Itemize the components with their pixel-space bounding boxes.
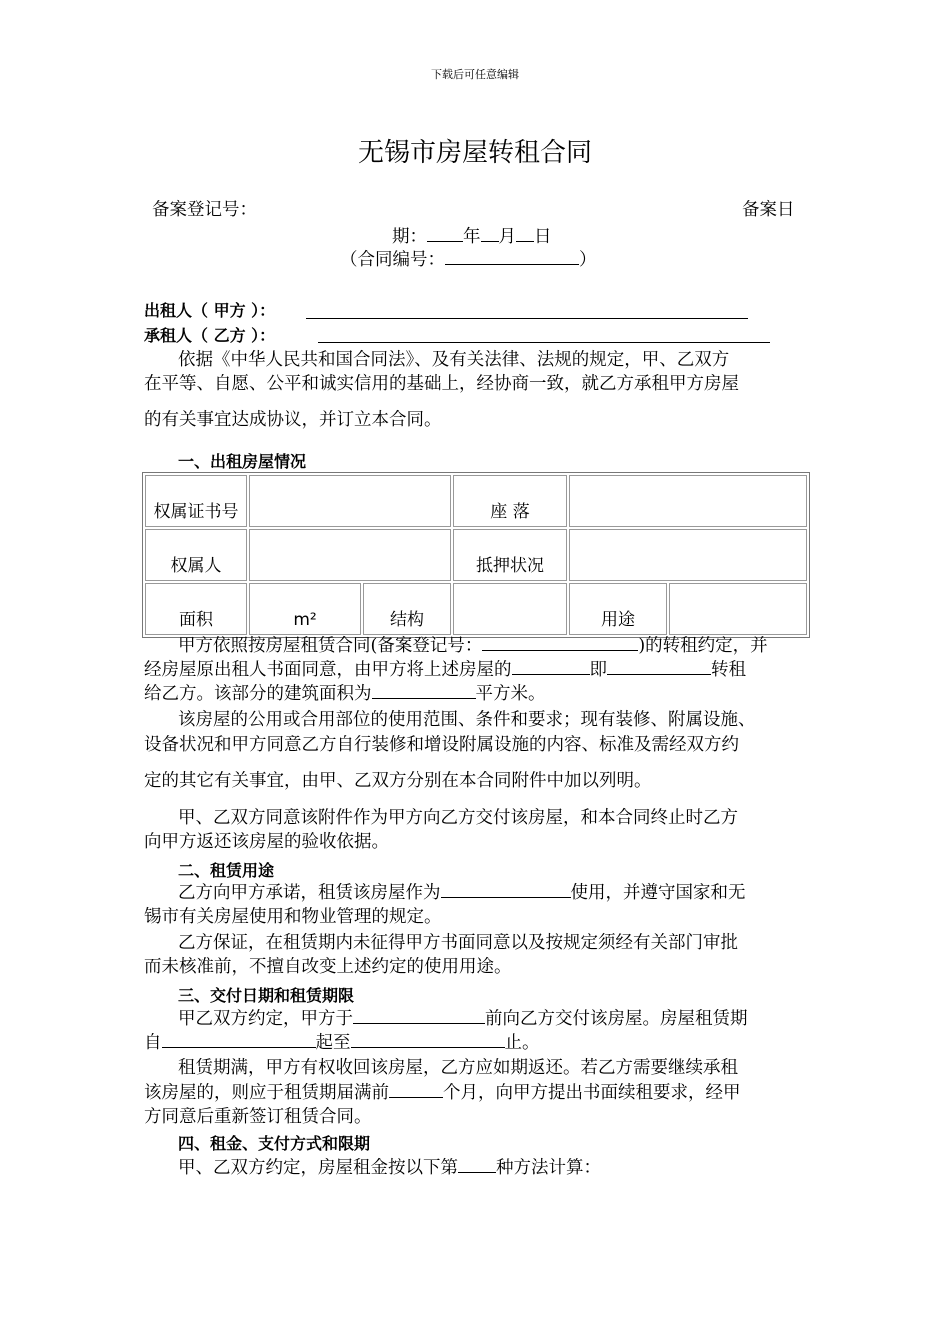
- sublet-room-blank[interactable]: [607, 657, 711, 675]
- s1-p1-line-2: [144, 657, 746, 682]
- header-note: 下载后可任意编辑: [431, 68, 519, 81]
- cert-no-label: 权属证书号: [145, 475, 247, 527]
- mortgage-label: 抵押状况: [453, 529, 567, 581]
- intro-line-2: 在平等、自愿、公平和诚实信用的基础上，经协商一致，就乙方承租甲方房屋: [144, 374, 739, 394]
- cert-no-value[interactable]: [249, 475, 451, 527]
- day-blank[interactable]: [516, 224, 534, 242]
- s4-p1-text-a: 甲、乙双方约定，房屋租金按以下第: [178, 1158, 458, 1178]
- lessee-label: 承租人（ 乙方 ）：: [144, 326, 276, 345]
- owner-value[interactable]: [249, 529, 451, 581]
- record-date-line: [392, 224, 552, 249]
- s1-p1-text-e: 转租: [711, 660, 746, 680]
- area-unit: m²: [249, 583, 361, 635]
- s1-p1-text-g: 平方米。: [475, 684, 546, 704]
- s1-p1-text-d: 即: [589, 660, 607, 680]
- date-label: 期：: [392, 227, 427, 247]
- document-title: 无锡市房屋转租合同: [357, 138, 592, 168]
- s1-p1-text-a: 甲方依照按房屋租赁合同(备案登记号：: [178, 636, 483, 656]
- s2-p2-line-2: 而未核准前，不擅自改变上述约定的使用用途。: [144, 957, 512, 977]
- area-label: 面积: [145, 583, 247, 635]
- location-label: 座 落: [453, 475, 567, 527]
- owner-label: 权属人: [145, 529, 247, 581]
- s1-p2-line-3: 定的其它有关事宜，由甲、乙双方分别在本合同附件中加以列明。: [144, 771, 652, 791]
- section2-heading: 二、租赁用途: [178, 861, 275, 880]
- s1-p1-text-c: 经房屋原出租人书面同意，由甲方将上述房屋的: [144, 660, 512, 680]
- floor-area-blank[interactable]: [372, 681, 476, 699]
- contract-no-blank[interactable]: [445, 247, 579, 265]
- year-label: 年: [463, 227, 481, 247]
- s1-p2-line-2: 设备状况和甲方同意乙方自行装修和增设附属设施的内容、标准及需经双方约: [144, 735, 739, 755]
- intro-line-1: 依据《中华人民共和国合同法》、及有关法律、法规的规定，甲、乙双方: [178, 350, 730, 370]
- lessor-blank[interactable]: [306, 318, 748, 319]
- s3-p2-line-3: 方同意后重新签订租赁合同。: [144, 1107, 372, 1127]
- s3-p2-text-c: 个月，向甲方提出书面续租要求，经甲: [443, 1083, 741, 1103]
- lessee-blank[interactable]: [318, 342, 770, 343]
- s3-p1-text-c: 自: [144, 1033, 162, 1053]
- use-label: 用途: [569, 583, 667, 635]
- s1-p3-line-1: 甲、乙双方同意该附件作为甲方向乙方交付该房屋，和本合同终止时乙方: [178, 808, 738, 828]
- delivery-date-blank[interactable]: [353, 1006, 485, 1024]
- s1-p1-line-3: [144, 681, 546, 706]
- rent-method-blank[interactable]: [458, 1155, 496, 1173]
- s3-p1-line-2: [144, 1030, 540, 1055]
- sublet-part-blank[interactable]: [512, 657, 590, 675]
- s3-p1-text-e: 止。: [504, 1033, 540, 1053]
- lease-start-blank[interactable]: [162, 1030, 316, 1048]
- s4-p1-line-1: [178, 1155, 601, 1180]
- property-info-table: [142, 472, 810, 638]
- section3-heading: 三、交付日期和租赁期限: [178, 986, 355, 1005]
- s3-p1-text-a: 甲乙双方约定，甲方于: [178, 1009, 353, 1029]
- s2-p1-text-b: 使用，并遵守国家和无: [570, 883, 746, 903]
- s3-p2-text-b: 该房屋的，则应于租赁期届满前: [144, 1083, 389, 1103]
- usage-blank[interactable]: [441, 880, 571, 898]
- structure-label: 结构: [363, 583, 451, 635]
- s2-p2-line-1: 乙方保证，在租赁期内未征得甲方书面同意以及按规定须经有关部门审批: [178, 933, 738, 953]
- s3-p1-line-1: [178, 1006, 748, 1031]
- s3-p1-text-b: 前向乙方交付该房屋。房屋租赁期: [485, 1009, 748, 1029]
- contract-no-line: [340, 247, 597, 272]
- mortgage-value[interactable]: [569, 529, 807, 581]
- s1-p1-text-b: )的转租约定，并: [638, 636, 768, 656]
- s1-p1-text-f: 给乙方。该部分的建筑面积为: [144, 684, 372, 704]
- s3-p2-line-1: 租赁期满，甲方有权收回该房屋，乙方应如期返还。若乙方需要继续承租: [178, 1058, 738, 1078]
- s1-p2-line-1: 该房屋的公用或合用部位的使用范围、条件和要求；现有装修、附属设施、: [178, 710, 756, 730]
- section1-heading: 一、出租房屋情况: [178, 452, 307, 471]
- intro-line-3: 的有关事宜达成协议，并订立本合同。: [144, 410, 442, 430]
- month-label: 月: [498, 227, 516, 247]
- structure-value[interactable]: [453, 583, 567, 635]
- s3-p1-text-d: 起至: [315, 1033, 351, 1053]
- contract-no-close: ）: [579, 250, 597, 270]
- s4-p1-text-b: 种方法计算：: [496, 1158, 601, 1178]
- s1-p1-line-1: [178, 633, 768, 658]
- month-blank[interactable]: [481, 224, 499, 242]
- reg-no-label: 备案登记号：: [152, 200, 257, 220]
- renewal-months-blank[interactable]: [389, 1080, 443, 1098]
- lease-reg-no-blank[interactable]: [482, 633, 638, 651]
- s2-p1-line-1: [178, 880, 746, 905]
- contract-no-open: （合同编号：: [340, 250, 445, 270]
- section4-heading: 四、租金、支付方式和限期: [178, 1134, 371, 1153]
- s1-p3-line-2: 向甲方返还该房屋的验收依据。: [144, 832, 389, 852]
- lessor-label: 出租人（ 甲方 ）：: [144, 301, 276, 320]
- year-blank[interactable]: [427, 224, 463, 242]
- use-value[interactable]: [669, 583, 807, 635]
- day-label: 日: [534, 227, 552, 247]
- record-date-label: 备案日: [742, 200, 795, 220]
- s2-p1-text-a: 乙方向甲方承诺，租赁该房屋作为: [178, 883, 441, 903]
- location-value[interactable]: [569, 475, 807, 527]
- lease-end-blank[interactable]: [351, 1030, 505, 1048]
- s2-p1-line-2: 锡市有关房屋使用和物业管理的规定。: [144, 907, 442, 927]
- s3-p2-line-2: [144, 1080, 741, 1105]
